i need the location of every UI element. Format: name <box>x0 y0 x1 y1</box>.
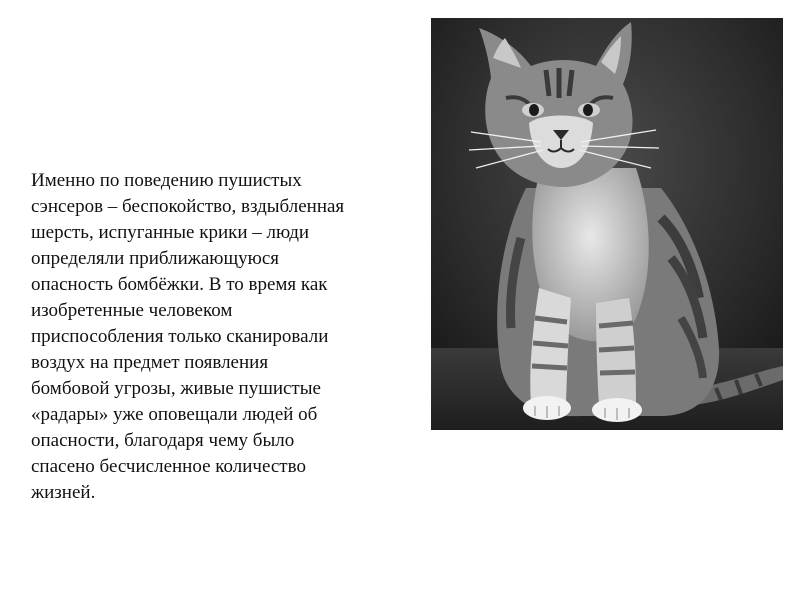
body-paragraph: Именно по поведению пушистых сэнсеров – беспокойство, вздыбленная шерсть, испуганные крики – люди определяли приближающуюся опасность бомбёжки. В то время как изобретенные человеком приспособления только сканировали воздух на предмет появления бомбовой угрозы, живые пушистые «радары» уже оповещали людей об опасности, благодаря чему было спасено бесчисленное количество жизней. <box>31 170 345 503</box>
cat-photo-icon <box>431 18 783 430</box>
cat-photo <box>431 18 783 430</box>
